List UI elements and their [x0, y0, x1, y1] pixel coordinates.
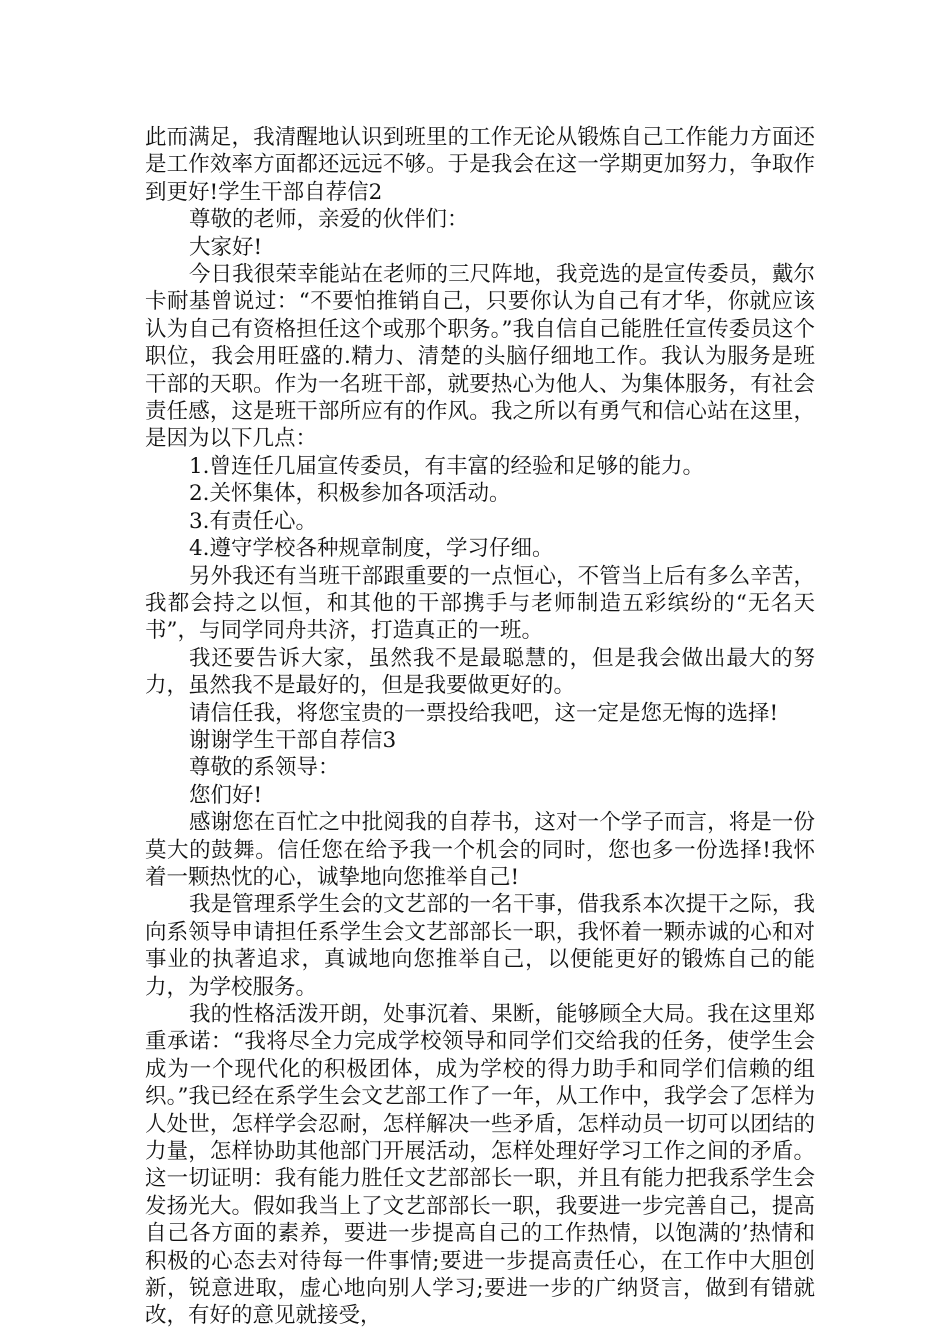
paragraph: 此而满足，我清醒地认识到班里的工作无论从锻炼自己工作能力方面还是工作效率方面都还远远不够。于是我会在这一学期更加努力，争取作到更好!学生干部自荐信2 — [145, 125, 815, 205]
list-item: 1.曾连任几届宣传委员，有丰富的经验和足够的能力。 — [189, 453, 705, 479]
list-item: 2.关怀集体，积极参加各项活动。 — [189, 481, 511, 507]
list-item: 3.有责任心。 — [189, 508, 318, 534]
paragraph: 今日我很荣幸能站在老师的三尺阵地，我竞选的是宣传委员，戴尔卡耐基曾说过：“不要怕推销自己，只要你认为自己有才华，你就应该认为自己有资格担任这个或那个职务。”我自信自己能胜任宣传委员这个职位，我会用旺盛的.精力、清楚的头脑仔细地工作。我认为服务是班干部的天职。作为一名班干部，就要热心为他人、为集体服务，有社会责任感，这是班干部所应有的作风。我之所以有勇气和信心站在这里，是因为以下几点： — [145, 262, 815, 452]
greeting: 大家好! — [189, 234, 263, 260]
paragraph: 请信任我，将您宝贵的一票投给我吧，这一定是您无悔的选择! — [189, 700, 779, 726]
paragraph: 我的性格活泼开朗，处事沉着、果断，能够顾全大局。我在这里郑重承诺：“我将尽全力完成学校领导和同学们交给我的任务，使学生会成为一个现代化的积极团体，成为学校的得力助手和同学们信赖的组织。”我已经在系学生会文艺部工作了一年，从工作中，我学会了怎样为人处世，怎样学会忍耐，怎样解决一些矛盾，怎样动员一切可以团结的力量，怎样协助其他部门开展活动，怎样处理好学习工作之间的矛盾。这一切证明：我有能力胜任文艺部部长一职，并且有能力把我系学生会发扬光大。假如我当上了文艺部部长一职，我要进一步完善自己，提高自己各方面的素养，要进一步提高自己的工作热情，以饱满的’热情和积极的心态去对待每一件事情;要进一步提高责任心，在工作中大胆创新，锐意进取，虚心地向别人学习;要进一步的广纳贤言，做到有错就改，有好的意见就接受， — [145, 1002, 815, 1329]
salutation: 尊敬的系领导： — [189, 755, 340, 781]
paragraph: 我是管理系学生会的文艺部的一名干事，借我系本次提干之际，我向系领导申请担任系学生会文艺部部长一职，我怀着一颗赤诚的心和对事业的执著追求，真诚地向您推举自己，以便能更好的锻炼自己的能力，为学校服务。 — [145, 892, 815, 1000]
paragraph: 另外我还有当班干部跟重要的一点恒心，不管当上后有多么辛苦，我都会持之以恒，和其他的干部携手与老师制造五彩缤纷的“无名天书”，与同学同舟共济，打造真正的一班。 — [145, 563, 815, 644]
section-title: 谢谢学生干部自荐信3 — [189, 727, 397, 753]
salutation: 尊敬的老师，亲爱的伙伴们： — [189, 207, 469, 233]
list-item: 4.遵守学校各种规章制度，学习仔细。 — [189, 536, 554, 562]
greeting: 您们好! — [189, 782, 263, 808]
document-body — [145, 124, 815, 1330]
paragraph: 感谢您在百忙之中批阅我的自荐书，这对一个学子而言，将是一份莫大的鼓舞。信任您在给予我一个机会的同时，您也多一份选择!我怀着一颗热忱的心，诚挚地向您推举自己! — [145, 810, 815, 890]
paragraph: 我还要告诉大家，虽然我不是最聪慧的，但是我会做出最大的努力，虽然我不是最好的，但是我要做更好的。 — [145, 645, 815, 699]
